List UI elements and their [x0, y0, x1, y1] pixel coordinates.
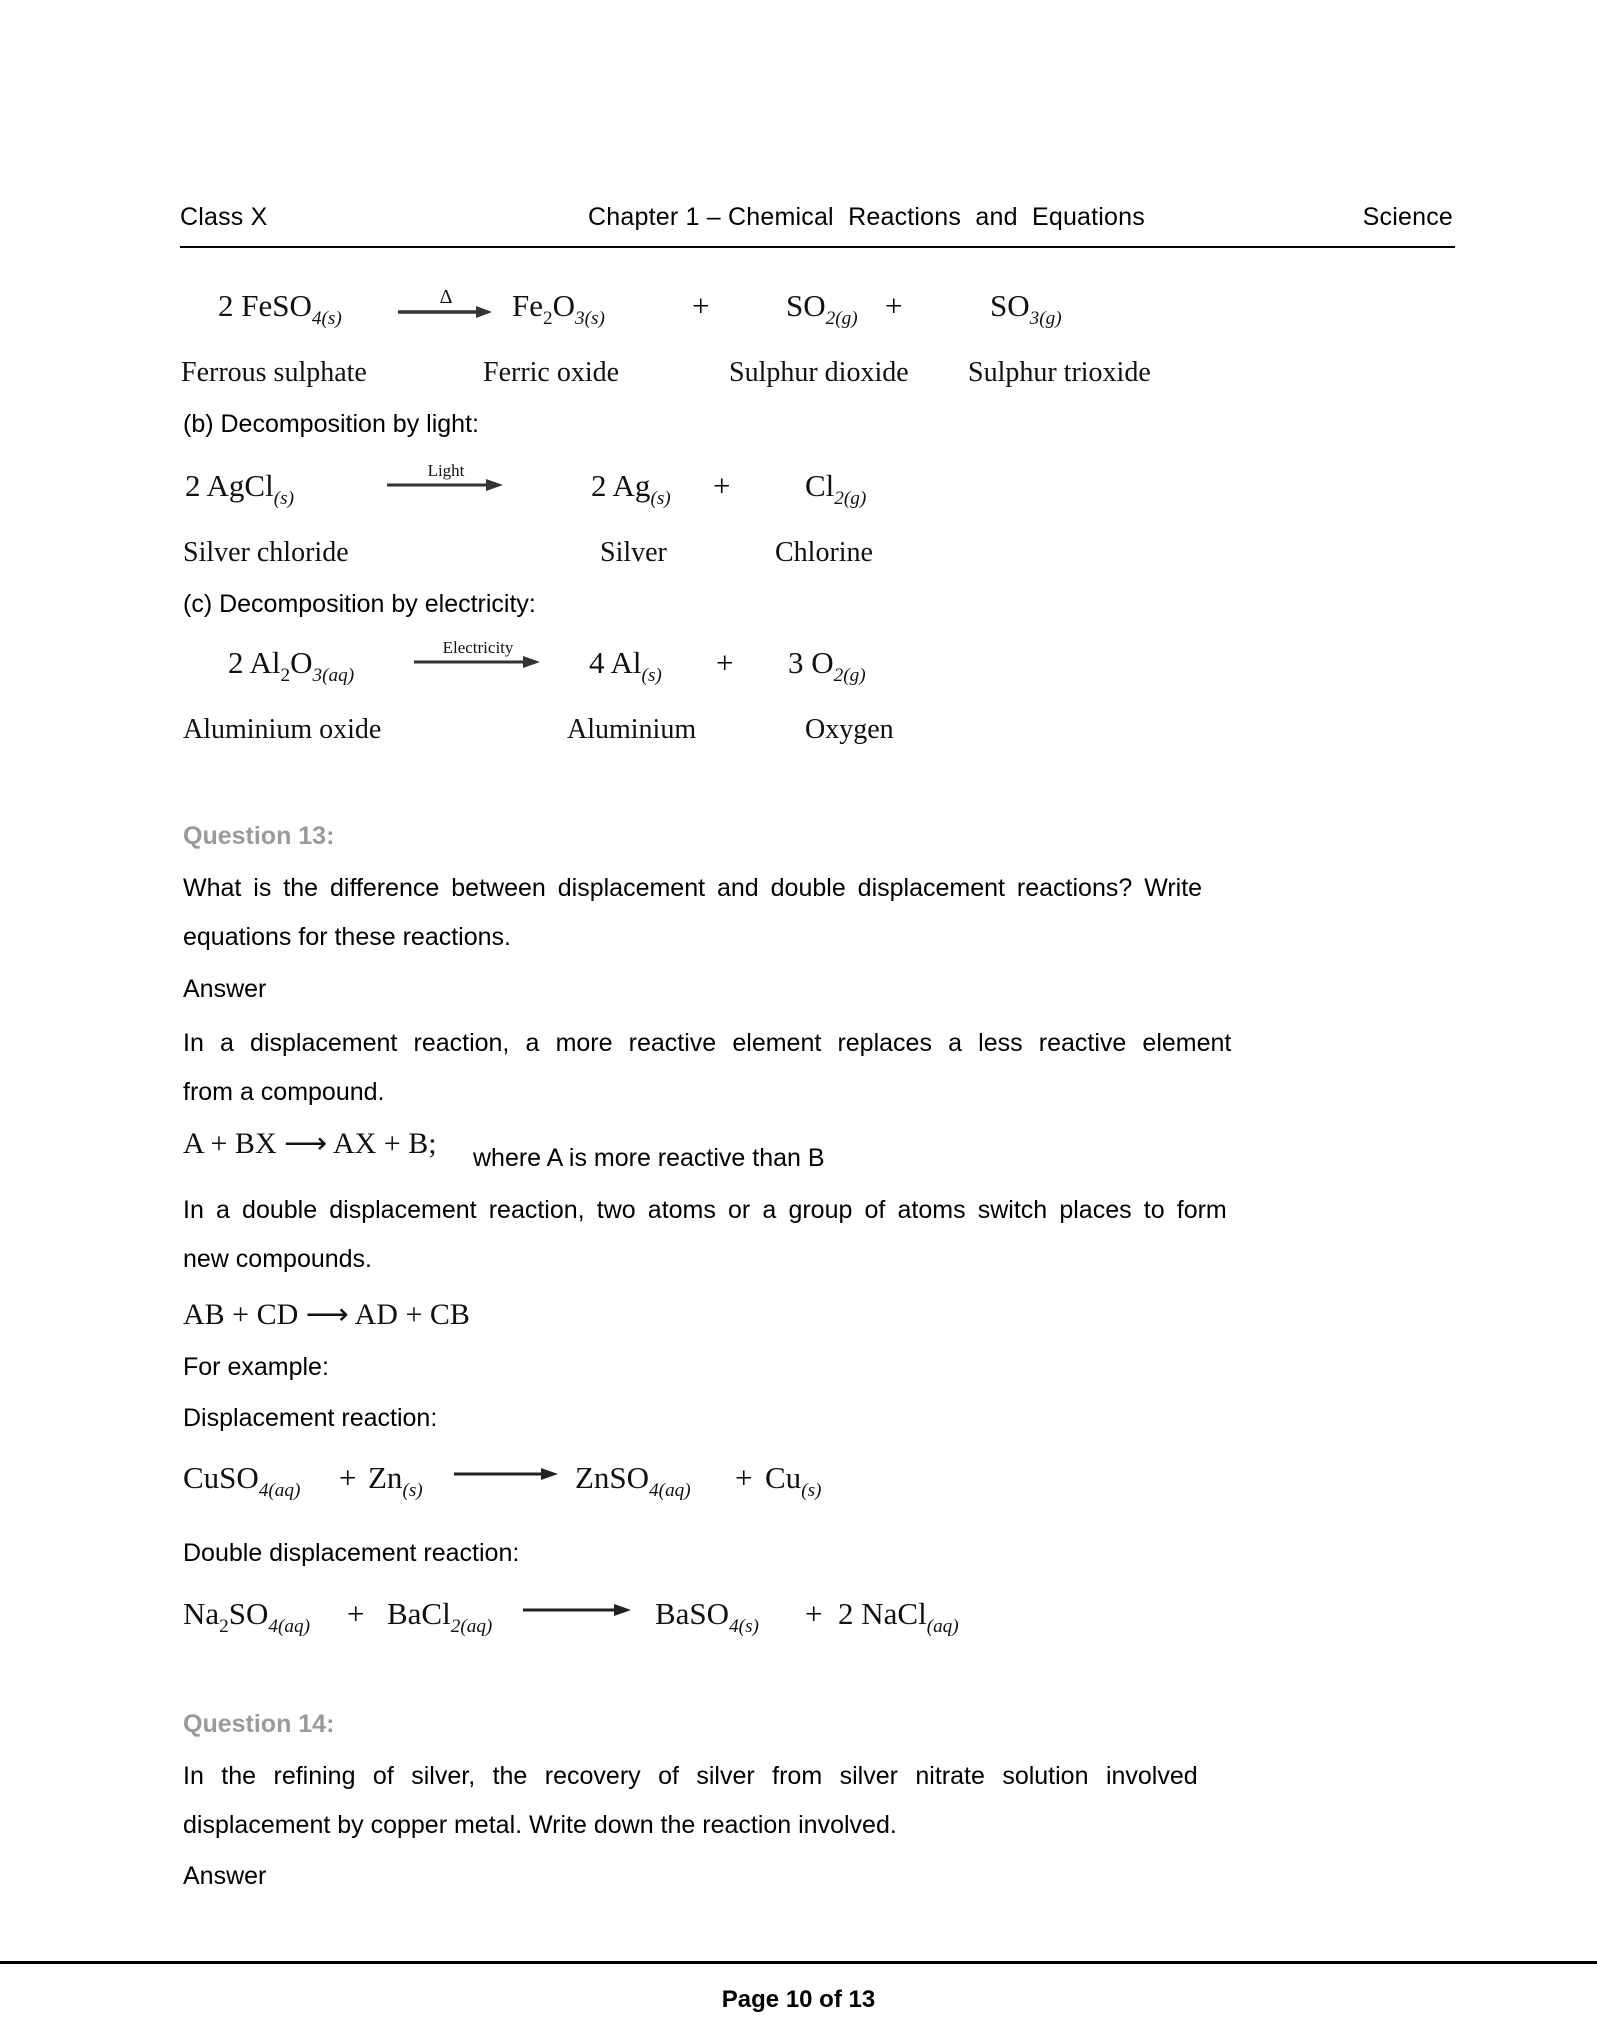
right-arrow-icon — [452, 1466, 562, 1482]
equation-displacement-example-left — [183, 1460, 300, 1502]
displacement-reaction-label: Displacement reaction: — [183, 1404, 438, 1432]
plus-sign: + — [805, 1596, 823, 1631]
header-divider — [180, 246, 1455, 248]
equation-ferrous-reactant — [218, 288, 342, 330]
formula-subscript: 4(aq) — [258, 1480, 301, 1502]
page-number: Page 10 of 13 — [721, 1986, 876, 2013]
formula-text: Zn — [368, 1460, 403, 1495]
equation-al2o3-product1 — [589, 645, 662, 687]
question-13-answer-line-2: from a compound. — [183, 1078, 385, 1106]
formula-subscript: 2 — [280, 665, 291, 687]
formula-subscript: 3(s) — [575, 308, 605, 330]
formula-text: BaSO — [655, 1596, 730, 1631]
equation-displacement-example-right — [575, 1460, 691, 1502]
formula-subscript: 3(g) — [1029, 308, 1062, 330]
formula-subscript: (aq) — [926, 1616, 959, 1638]
formula-text: 2 NaCl — [838, 1596, 927, 1631]
heading-decomposition-light: (b) Decomposition by light: — [183, 410, 479, 438]
formula-text: SO — [228, 1596, 269, 1631]
question-13-prompt-line-2: equations for these reactions. — [183, 923, 511, 951]
formula-subscript: 2 — [219, 1616, 229, 1638]
label-aluminium-oxide: Aluminium oxide — [183, 714, 382, 745]
formula-subscript: 2(aq) — [450, 1616, 493, 1638]
heading-decomposition-electricity: (c) Decomposition by electricity: — [183, 590, 536, 618]
formula-text: BaCl — [387, 1596, 451, 1631]
formula-text: 2 AgCl — [185, 468, 274, 503]
label-chlorine: Chlorine — [775, 537, 873, 568]
label-oxygen: Oxygen — [805, 714, 894, 745]
equation-agcl-product1 — [591, 468, 671, 510]
page-header — [180, 203, 1453, 232]
formula-subscript: (s) — [801, 1480, 822, 1502]
formula-text: Cl — [805, 468, 835, 503]
plus-sign: + — [735, 1460, 753, 1495]
header-class: Class X — [180, 203, 268, 231]
question-13-prompt-line-1: What is the difference between displacement and double displacement reactions? Write — [183, 874, 1203, 902]
equation-al2o3-reactant — [228, 645, 354, 687]
arrow-electricity — [412, 637, 544, 670]
label-silver: Silver — [600, 537, 667, 568]
question-14-answer-label: Answer — [183, 1862, 267, 1890]
equation-displacement-example-right2 — [765, 1460, 821, 1502]
question-14-prompt-line-2: displacement by copper metal. Write down the reaction involved. — [183, 1811, 897, 1839]
label-silver-chloride: Silver chloride — [183, 537, 349, 568]
question-13-answer-line-4: new compounds. — [183, 1245, 373, 1273]
equation-double-displacement-example-left — [183, 1596, 310, 1638]
arrow-condition-label: Δ — [439, 286, 453, 308]
label-sulphur-dioxide: Sulphur dioxide — [729, 357, 909, 388]
formula-text: 2 Al — [228, 645, 281, 680]
formula-text: Na — [183, 1596, 220, 1631]
formula-text: Cu — [765, 1460, 802, 1495]
arrow-light — [385, 460, 507, 493]
formula-text: SO — [786, 288, 826, 323]
plus-sign: + — [713, 468, 731, 503]
formula-subscript: 2(g) — [833, 665, 866, 687]
label-sulphur-trioxide: Sulphur trioxide — [968, 357, 1151, 388]
question-13-heading: Question 13: — [183, 822, 335, 850]
formula-text: 4 Al — [589, 645, 642, 680]
formula-text: O — [552, 288, 575, 323]
arrow-displacement-example — [452, 1466, 562, 1482]
formula-subscript: 4(s) — [311, 308, 342, 330]
arrow-condition-label: Electricity — [442, 638, 514, 657]
formula-text: 3 O — [788, 645, 834, 680]
formula-subscript: 2 — [543, 308, 553, 330]
formula-subscript: (s) — [402, 1480, 423, 1502]
question-14-prompt-line-1: In the refining of silver, the recovery of silver from silver nitrate solution involved — [183, 1762, 1198, 1790]
equation-double-displacement-general: AB + CD ⟶ AD + CB — [183, 1298, 470, 1331]
formula-subscript: 2(g) — [825, 308, 858, 330]
arrow-double-displacement-example — [521, 1602, 635, 1618]
formula-text: 2 FeSO — [218, 288, 312, 323]
formula-text: Fe — [512, 288, 543, 323]
header-chapter: Chapter 1 – Chemical Reactions and Equations — [588, 203, 1145, 231]
label-ferric-oxide: Ferric oxide — [483, 357, 620, 388]
formula-text: 2 Ag — [591, 468, 651, 503]
plus-sign: + — [885, 288, 903, 323]
equation-agcl-reactant — [185, 468, 294, 510]
label-ferrous-sulphate: Ferrous sulphate — [181, 357, 367, 388]
equation-double-displacement-example-right2 — [838, 1596, 959, 1638]
equation-double-displacement-example-right — [655, 1596, 759, 1638]
equation-ferrous-product2 — [786, 288, 858, 330]
arrow-condition-label: Light — [427, 461, 465, 480]
plus-sign: + — [692, 288, 710, 323]
formula-text: O — [290, 645, 313, 680]
arrow-delta — [396, 285, 496, 321]
footer-divider — [0, 1961, 1597, 1964]
question-13-answer-line-3: In a double displacement reaction, two atoms or a group of atoms switch places to form — [183, 1196, 1227, 1224]
question-13-answer-line-1: In a displacement reaction, a more reactive element replaces a less reactive element — [183, 1029, 1232, 1057]
for-example-label: For example: — [183, 1353, 329, 1381]
note-displacement-general: where A is more reactive than B — [473, 1144, 825, 1172]
equation-ferrous-product1 — [512, 288, 605, 330]
formula-text: ZnSO — [575, 1460, 650, 1495]
formula-subscript: 2(g) — [834, 488, 867, 510]
question-14-heading: Question 14: — [183, 1710, 335, 1738]
equation-agcl-product2 — [805, 468, 866, 510]
formula-text: SO — [990, 288, 1030, 323]
equation-displacement-general: A + BX ⟶ AX + B; — [183, 1127, 437, 1160]
equation-displacement-example-left2 — [368, 1460, 423, 1502]
formula-subscript: 3(aq) — [312, 665, 355, 687]
formula-subscript: (s) — [650, 488, 671, 510]
right-arrow-icon — [521, 1602, 635, 1618]
double-displacement-reaction-label: Double displacement reaction: — [183, 1539, 520, 1567]
label-aluminium: Aluminium — [567, 714, 697, 745]
formula-subscript: 4(aq) — [268, 1616, 311, 1638]
plus-sign: + — [347, 1596, 365, 1631]
equation-al2o3-product2 — [788, 645, 866, 687]
formula-subscript: (s) — [273, 488, 294, 510]
equation-ferrous-product3 — [990, 288, 1062, 330]
plus-sign: + — [339, 1460, 357, 1495]
formula-subscript: 4(s) — [729, 1616, 759, 1638]
equation-double-displacement-example-left2 — [387, 1596, 492, 1638]
plus-sign: + — [716, 645, 734, 680]
formula-subscript: 4(aq) — [649, 1480, 691, 1502]
formula-subscript: (s) — [641, 665, 662, 687]
question-13-answer-label: Answer — [183, 975, 267, 1003]
header-subject: Science — [1362, 203, 1453, 231]
formula-text: CuSO — [183, 1460, 259, 1495]
